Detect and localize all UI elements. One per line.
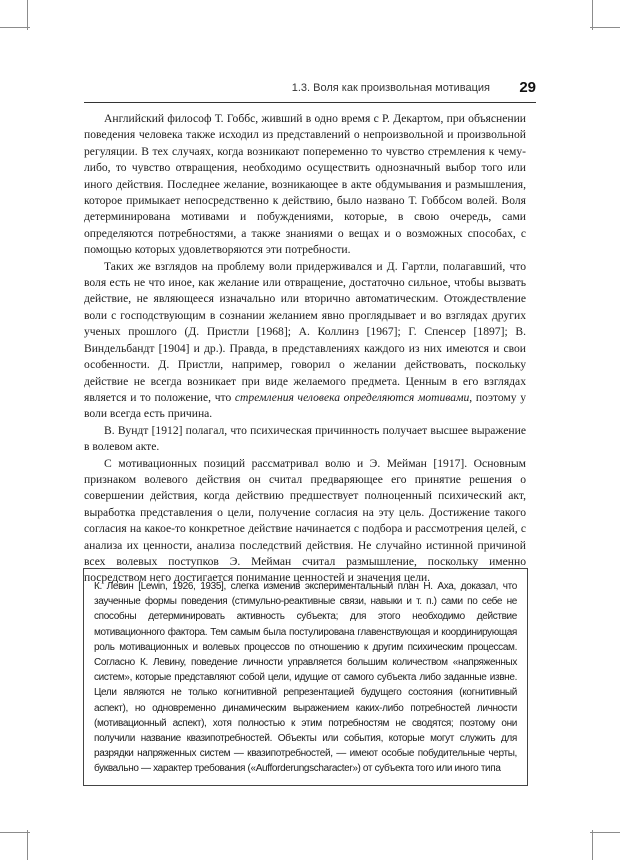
sidebar-box bbox=[83, 568, 528, 786]
paragraph-hobbes: Английский философ Т. Гоббс, живший в одно время с Р. Декартом, при объяснении поведения человека также исходил из представлений о непроизвольной и произвольной регуляции. В тех случаях, когда возникают попеременно то чувство стремления к чему-либо, то чувство отвращения, необходимо осуществить однозначный выбор того или иного действия. Последнее желание, возникающее в акте обдумывания и размышления, которое примыкает непосредственно к действию, было названо Т. Гоббсом волей. Воля детерминирована мотивами и побуждениями, которые, в свою очередь, сами определяются потребностями, а также знаниями о вещах и о возможных способах, с помощью которых удовлетворяются эти потребности. bbox=[84, 112, 526, 257]
paragraph-meumann: С мотивационных позиций рассматривал волю и Э. Мейман [1917]. Основным признаком волевого действия он считал предваряющее его принятие решения о совершении действия, когда действию предшествует полноценный психический акт, выработка представления о цели, получение согласия на эту цель. Достижение такого согласия на какое-то конкретное действие начинается с подбора и рассмотрения целей, с анализа их ценности, анализа последствий действия. Не случайно истинной причиной всех волевых поступков Э. Мейман считал размышление, поскольку именно посредством него достигается понимание ценностей и значения цели. bbox=[84, 456, 526, 585]
crop-mark-bottom-right bbox=[592, 830, 593, 860]
crop-mark-top-right-h bbox=[590, 27, 620, 28]
page-number: 29 bbox=[519, 79, 536, 96]
paragraph-wundt: В. Вундт [1912] полагал, что психическая причинность получает высшее выражение в волевом акте. bbox=[84, 423, 526, 454]
crop-mark-bottom-right-h bbox=[590, 832, 620, 833]
crop-mark-bottom-left-h bbox=[0, 832, 30, 833]
paragraph-hartley bbox=[84, 259, 526, 423]
running-header bbox=[84, 78, 536, 103]
crop-mark-top-left-h bbox=[0, 27, 30, 28]
sidebar-text: К. Левин [Lewin, 1926, 1935], слегка изменив экспериментальный план Н. Аха, доказал, что заученные формы поведения (стимульно-реактивные связи, навыки и т. п.) сами по себе не способны детерминировать активность субъекта; для этого необходимо действие мотивационного фактора. Тем самым была постулирована главенствующая и координирующая роль мотивационных и волевых процессов по отношению к другим психическим процессам. Согласно К. Левину, поведение личности управляется большим количеством «напряженных систем», которые представляют собой цели, идущие от самого субъекта либо заданные извне. Цели являются не только когнитивной репрезентацией будущего состояния (когнитивный аспект), но одновременно динамическим выражением каких-либо потребностей личности (мотивационный аспект), хотя полностью к этим потребностям не сводятся; поэтому они получили название квазипотребностей. Объекты или события, которые могут служить для разрядки напряженных систем — квазипотребностей, — имеют особые побудительные черты, буквально — характер требования («Aufforderungscharacter») от субъекта того или иного типа bbox=[94, 581, 517, 775]
crop-mark-bottom-left bbox=[27, 830, 28, 860]
crop-mark-top-left bbox=[27, 0, 28, 30]
crop-mark-top-right bbox=[592, 0, 593, 30]
emphasis-motives: стремления человека определяются мотивами bbox=[234, 390, 470, 404]
paragraph-hartley-end: , поэтому у воли всегда есть причина. bbox=[84, 390, 527, 421]
paragraph-hartley-text: Таких же взглядов на проблему воли придерживался и Д. Гартли, полагавший, что воля есть не что иное, как желание или отвращение, достаточно сильное, чтобы вызвать действие, не являющееся изначально или вторично автоматическим. Отождествление воли с господствующим в сознании желанием явно проглядывает и во взглядах других ученых прошлого (Д. Пристли [1968]; А. Коллинз [1967]; Г. Спенсер [1897]; В. Виндельбандт [1904] и др.). Правда, в представлениях каждого из них имеются и свои особенности. Д. Пристли, например, говорил о желании действовать, поскольку действие не всегда возникает при виде желаемого предмета. Ценным в его взглядах является и то положение, что bbox=[84, 259, 526, 404]
main-text bbox=[84, 111, 526, 587]
section-title: 1.3. Воля как произвольная мотивация bbox=[291, 82, 490, 94]
